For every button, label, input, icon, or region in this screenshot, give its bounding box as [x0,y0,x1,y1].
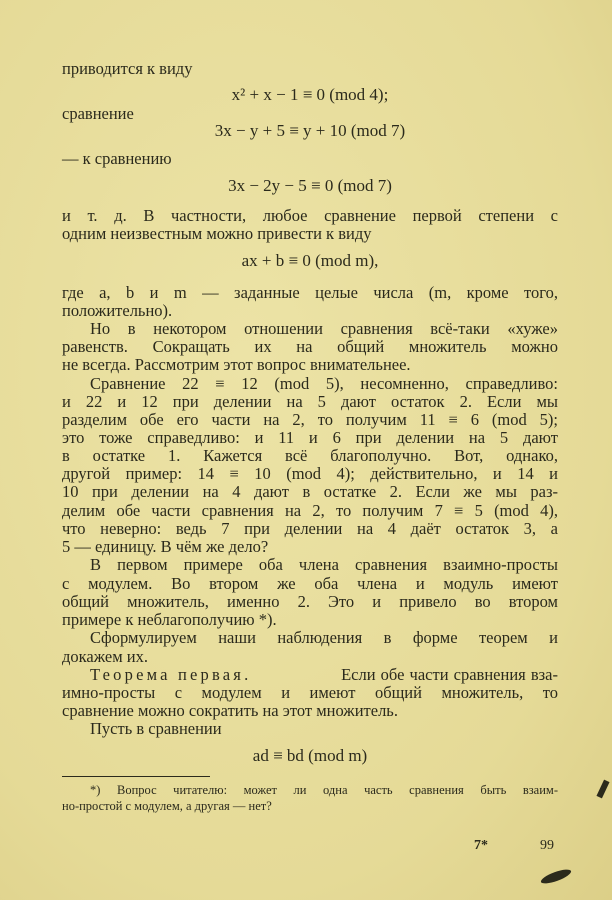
text-line: 5 — единицу. В чём же дело? [62,537,269,556]
text-line: не всегда. Рассмотрим этот вопрос внимательнее. [62,355,411,374]
formula: ad ≡ bd (mod m) [252,746,368,765]
text-line: делим обе части сравнения на 2, то получим 7 ≡ 5 (mod 4), [62,501,558,520]
text-line: разделим обе его части на 2, то получим 11 ≡ 6 (mod 5); [62,410,558,429]
text-line: — к сравнению [62,149,172,168]
theorem-line [90,666,558,684]
text-line: 10 при делении на 4 дают в остатке 2. Если же мы раз- [62,482,558,501]
text-line: В первом примере оба члена сравнения взаимно-просты [90,555,558,574]
text-line: сравнение [62,104,134,123]
text-line: равенств. Сокращать их на общий множитель можно [62,337,558,356]
text-line: Сравнение 22 ≡ 12 (mod 5), несомненно, справедливо: [90,374,558,393]
text-line: положительно). [62,301,173,320]
formula: 3x − y + 5 ≡ y + 10 (mod 7) [214,121,406,140]
formula: 3x − 2y − 5 ≡ 0 (mod 7) [228,176,392,195]
text-line: и 22 и 12 при делении на 5 дают остаток 2. Если мы [62,392,558,411]
text-line: с модулем. Во втором же оба члена и модуль имеют [62,574,558,593]
text-line: Пусть в сравнении [90,719,222,738]
text-line: одним неизвестным можно привести к виду [62,224,372,243]
text-line: примере к неблагополучию *). [62,610,277,629]
text-line: это тоже справедливо: и 11 и 6 при делении на 5 дают [62,428,558,447]
footnote-rule [62,776,210,777]
text-line: Но в некотором отношении сравнения всё-таки «хуже» [90,319,558,338]
text-line: Если обе части сравнения вза- [341,665,558,684]
signature-mark: 7* [474,838,488,853]
text-line: Сформулируем наши наблюдения в форме теорем и [90,628,558,647]
text-line: приводится к виду [62,59,193,78]
text-line: что неверно: ведь 7 при делении на 4 даёт остаток 3, а [62,519,558,538]
text-line: докажем их. [62,647,149,666]
text-line: имно-просты с модулем и имеют общий множитель, то [62,683,558,702]
footnote-line: *) Вопрос читателю: может ли одна часть сравнения быть взаим- [90,783,558,797]
ink-smudge [539,867,572,886]
theorem-label: Теорема первая. [90,665,252,684]
text-line: в остатке 1. Кажется всё благополучно. Вот, однако, [62,446,558,465]
page-number: 99 [540,838,554,853]
text-line: сравнение можно сократить на этот множитель. [62,701,398,720]
footnote-line: но-простой с модулем, а другая — нет? [62,799,272,813]
text-line: другой пример: 14 ≡ 10 (mod 4); действительно, и 14 и [62,464,558,483]
text-line: общий множитель, именно 2. Это и привело во втором [62,592,558,611]
text-line: где a, b и m — заданные целые числа (m, кроме того, [62,283,558,302]
formula: ax + b ≡ 0 (mod m), [241,251,379,270]
formula: x² + x − 1 ≡ 0 (mod 4); [231,85,389,104]
ink-smudge [596,780,609,799]
text-line: и т. д. В частности, любое сравнение первой степени с [62,206,558,225]
